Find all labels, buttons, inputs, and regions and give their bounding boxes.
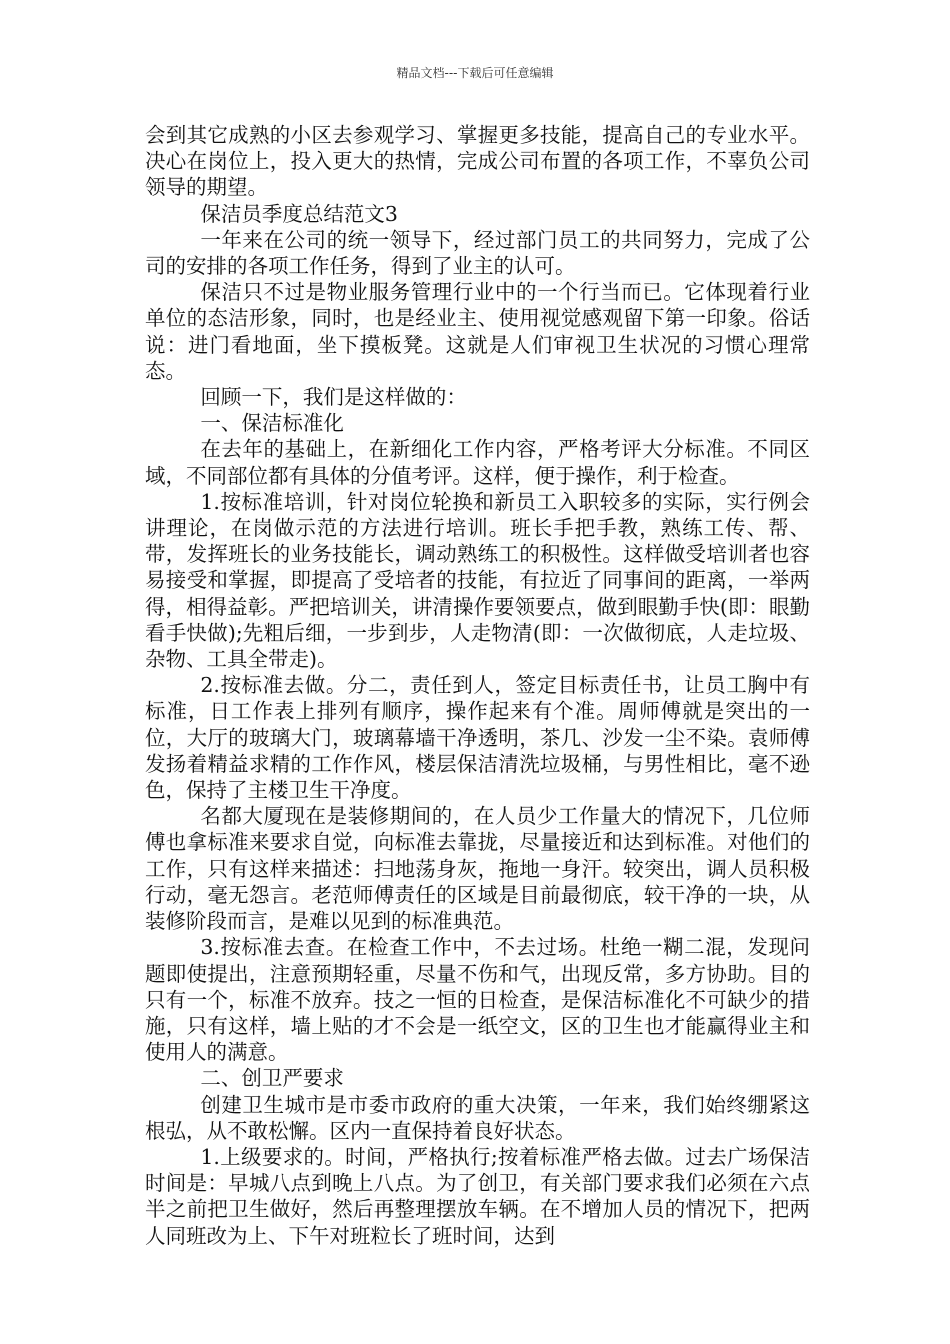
document-body — [145, 122, 810, 1249]
paragraph: 一年来在公司的统一领导下，经过部门员工的共同努力，完成了公司的安排的各项工作任务，得到了业主的认可。 — [145, 227, 810, 279]
list-item: 3.按标准去查。在检查工作中，不去过场。杜绝一糊二混，发现问题即使提出，注意预期轻重，尽量不伤和气，出现反常，多方协助。目的只有一个，标准不放弃。技之一恒的日检查，是保洁标准化不可缺少的措施，只有这样，墙上贴的才不会是一纸空文，区的卫生也才能赢得业主和使用人的满意。 — [145, 935, 810, 1065]
paragraph: 回顾一下，我们是这样做的： — [200, 385, 467, 410]
paragraph: 在去年的基础上，在新细化工作内容，严格考评大分标准。不同区域，不同部位都有具体的分值考评。这样，便于操作，利于检查。 — [145, 437, 810, 488]
list-item: 1.上级要求的。时间，严格执行;按着标准严格去做。过去广场保洁时间是：早城八点到晚上八点。为了创卫，有关部门要求我们必须在六点半之前把卫生做好，然后再整理摆放车辆。在不增加人员的情况下，把两人同班改为上、下午对班粒长了班时间，达到 — [145, 1144, 810, 1248]
paragraph: 会到其它成熟的小区去参观学习、掌握更多技能，提高自己的专业水平。决心在岗位上，投入更大的热情，完成公司布置的各项工作，不辜负公司领导的期望。 — [145, 123, 810, 200]
list-item: 1.按标准培训，针对岗位轮换和新员工入职较多的实际，实行例会讲理论，在岗做示范的方法进行培训。班长手把手教，熟练工传、帮、带，发挥班长的业务技能长，调动熟练工的积极性。这样做受培训者也容易接受和掌握，即提高了受培者的技能，有拉近了同事间的距离，一举两得，相得益彰。严把培训关，讲清操作要领要点，做到眼勤手快(即：眼勤看手快做);先粗后细，一步到步，人走物清(即：一次做彻底，人走垃圾、杂物、工具全带走)。 — [145, 489, 810, 672]
paragraph: 名都大厦现在是装修期间的，在人员少工作量大的情况下，几位师傅也拿标准来要求自觉，向标准去靠拢，尽量接近和达到标准。对他们的工作，只有这样来描述：扫地荡身灰，拖地一身汗。较突出，调人员积极行动，毫无怨言。老范师傅责任的区域是目前最彻底，较干净的一块，从装修阶段而言，是难以见到的标准典范。 — [145, 804, 810, 934]
paragraph: 创建卫生城市是市委市政府的重大决策，一年来，我们始终绷紧这根弘，从不敢松懈。区内一直保持着良好状态。 — [145, 1092, 810, 1143]
page-header: 精品文档---下载后可任意编辑 — [396, 66, 554, 80]
section-heading: 一、保洁标准化 — [200, 411, 344, 436]
paragraph: 保洁只不过是物业服务管理行业中的一个行当而已。它体现着行业单位的态洁形象，同时，也是经业主、使用视觉感观留下第一印象。俗话说：进门看地面，坐下摸板凳。这就是人们审视卫生状况的习惯心理常态。 — [145, 280, 810, 383]
section-heading: 二、创卫严要求 — [200, 1066, 344, 1091]
section-title: 保洁员季度总结范文3 — [200, 201, 398, 226]
list-item: 2.按标准去做。分二，责任到人，签定目标责任书，让员工胸中有标准，日工作表上排列有顺序，操作起来有个准。周师傅就是突出的一位，大厅的玻璃大门，玻璃幕墙干净透明，茶几、沙发一尘不染。袁师傅发扬着精益求精的工作作风，楼层保洁清洗垃圾桶，与男性相比，毫不逊色，保持了主楼卫生干净度。 — [145, 673, 810, 803]
